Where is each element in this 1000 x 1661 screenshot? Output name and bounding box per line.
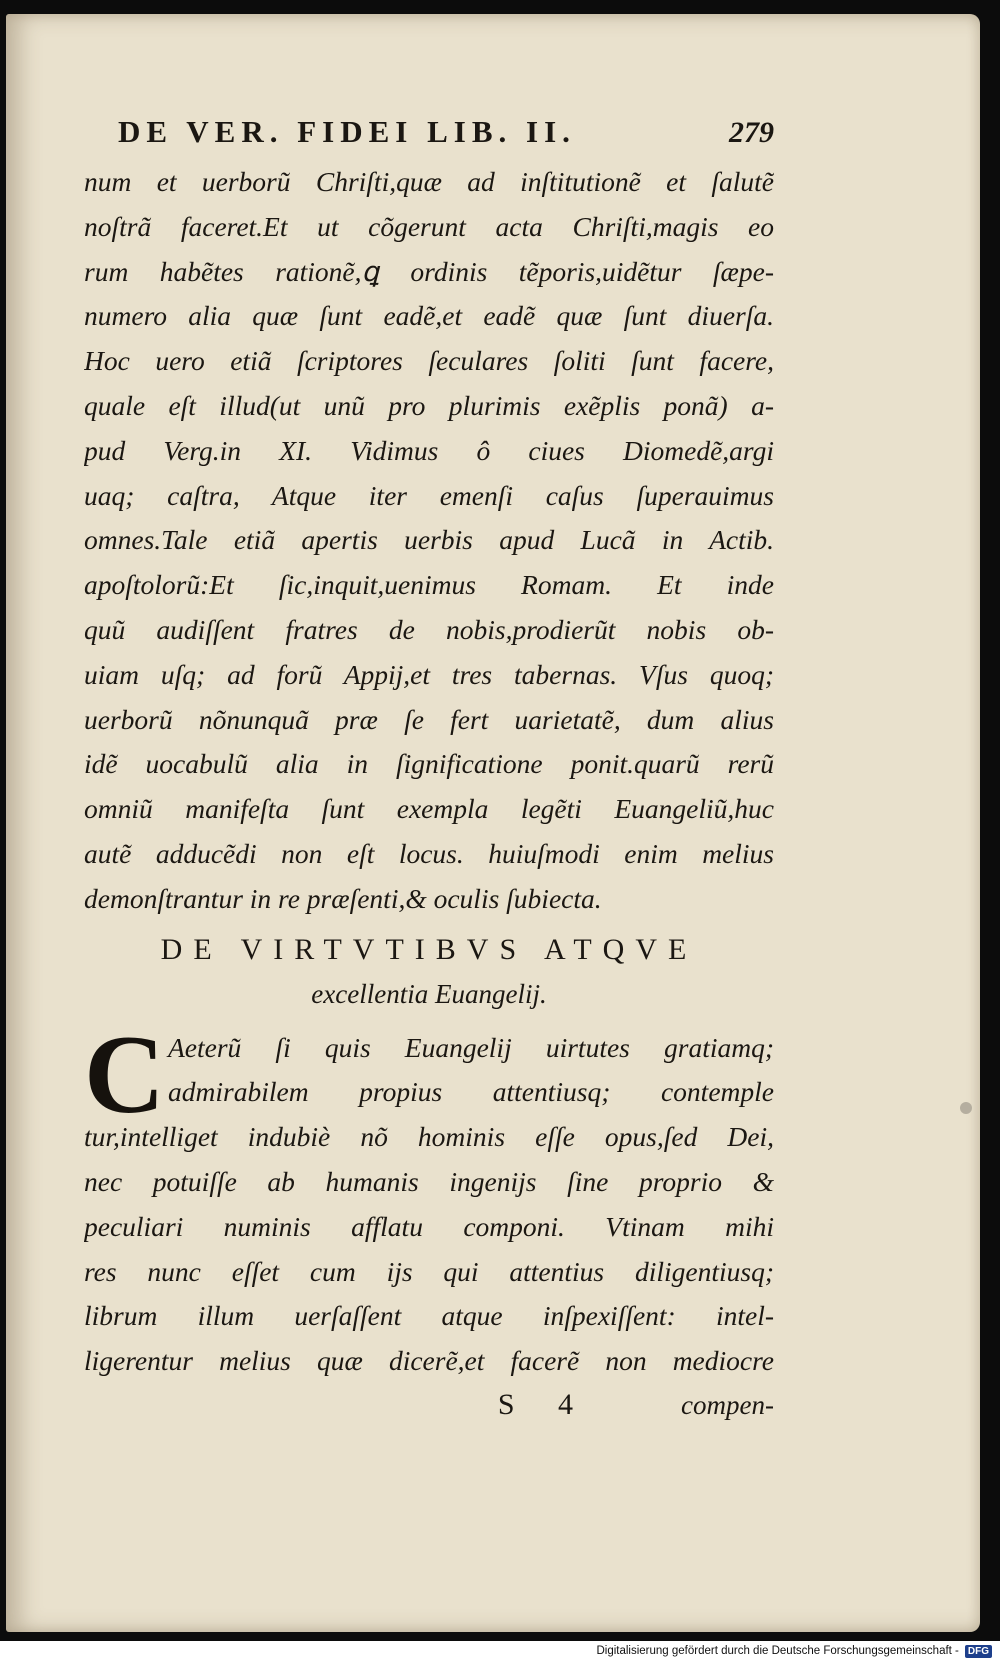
text-line: autẽ adducẽdi non eſt locus. huiuſmodi enim melius — [84, 837, 774, 869]
text-line: rum habẽtes rationẽ,ꝗ ordinis tẽporis,uidẽtur ſæpe- — [84, 255, 774, 287]
banner-text: Digitalisierung gefördert durch die Deutsche Forschungsgemeinschaft - — [596, 1645, 959, 1657]
drop-cap: C — [84, 1012, 165, 1137]
text-line: librum illum uerſaſſent atque inſpexiſſent: intel- — [84, 1300, 774, 1332]
text-block — [84, 114, 774, 1436]
page-number: 279 — [729, 116, 774, 149]
digitization-banner — [0, 1641, 1000, 1661]
text-line: omnes.Tale etiã apertis uerbis apud Lucã in Actib. — [84, 524, 774, 556]
text-line: peculiari numinis afflatu componi. Vtinam mihi — [84, 1210, 774, 1242]
text-line: Aeterũ ſi quis Euangelij uirtutes gratiamq; — [168, 1031, 774, 1063]
dfg-logo-icon[interactable]: DFG — [965, 1645, 992, 1658]
signature-mark: S 4 — [497, 1387, 592, 1421]
text-line: nec potuiſſe ab humanis ingenijs ſine proprio & — [84, 1165, 774, 1197]
text-line: numero alia quæ ſunt eadẽ,et eadẽ quæ ſunt diuerſa. — [84, 300, 774, 332]
book-page — [6, 14, 980, 1632]
text-line: idẽ uocabulũ alia in ſignificatione ponit.quarũ rerũ — [84, 748, 774, 780]
text-line: uerborũ nõnunquã præ ſe fert uarietatẽ, dum alius — [84, 703, 774, 735]
text-line: admirabilem propius attentiusq; contemple — [168, 1076, 774, 1108]
text-line: pud Verg.in XI. Vidimus ô ciues Diomedẽ,argi — [84, 434, 774, 466]
text-line: tur,intelliget indubiè nõ hominis eſſe opus,ſed Dei, — [84, 1121, 774, 1153]
paragraph-2 — [84, 1012, 774, 1384]
page-footer — [84, 1388, 774, 1436]
text-line: noſtrã faceret.Et ut cõgerunt acta Chriſti,magis eo — [84, 210, 774, 242]
text-line: num et uerborũ Chriſti,quæ ad inſtitutionẽ et ſalutẽ — [84, 166, 774, 197]
text-line: quale eſt illud(ut unũ pro plurimis exẽplis ponã) a- — [84, 389, 774, 421]
text-line: Hoc uero etiã ſcriptores ſeculares ſoliti ſunt facere, — [84, 345, 774, 377]
text-line: res nunc eſſet cum ijs qui attentius diligentiusq; — [84, 1255, 774, 1287]
text-line: ligerentur melius quæ dicerẽ,et facerẽ non mediocre — [84, 1345, 774, 1377]
running-head-title: DE VER. FIDEI LIB. II. — [118, 114, 576, 149]
catchword: compen- — [681, 1389, 774, 1420]
text-line: apoſtolorũ:Et ſic,inquit,uenimus Romam. Et inde — [84, 569, 774, 601]
text-line: uaq; caſtra, Atque iter emenſi caſus ſuperauimus — [84, 479, 774, 511]
text-line: uiam uſq; ad forũ Appij,et tres tabernas. Vſus quoq; — [84, 658, 774, 690]
text-line: demonſtrantur in re præſenti,& oculis ſubiecta. — [84, 882, 602, 914]
section-heading: DE VIRTVTIBVS ATQVE — [160, 932, 698, 966]
text-line: omniũ manifeſta ſunt exempla legẽti Euangeliũ,huc — [84, 793, 774, 825]
text-line: quũ audiſſent fratres de nobis,prodierũt nobis ob- — [84, 613, 774, 645]
section-subheading: excellentia Euangelij. — [311, 978, 547, 1009]
page-spot — [960, 1102, 972, 1114]
paragraph-1 — [84, 160, 774, 922]
running-head — [84, 114, 774, 160]
